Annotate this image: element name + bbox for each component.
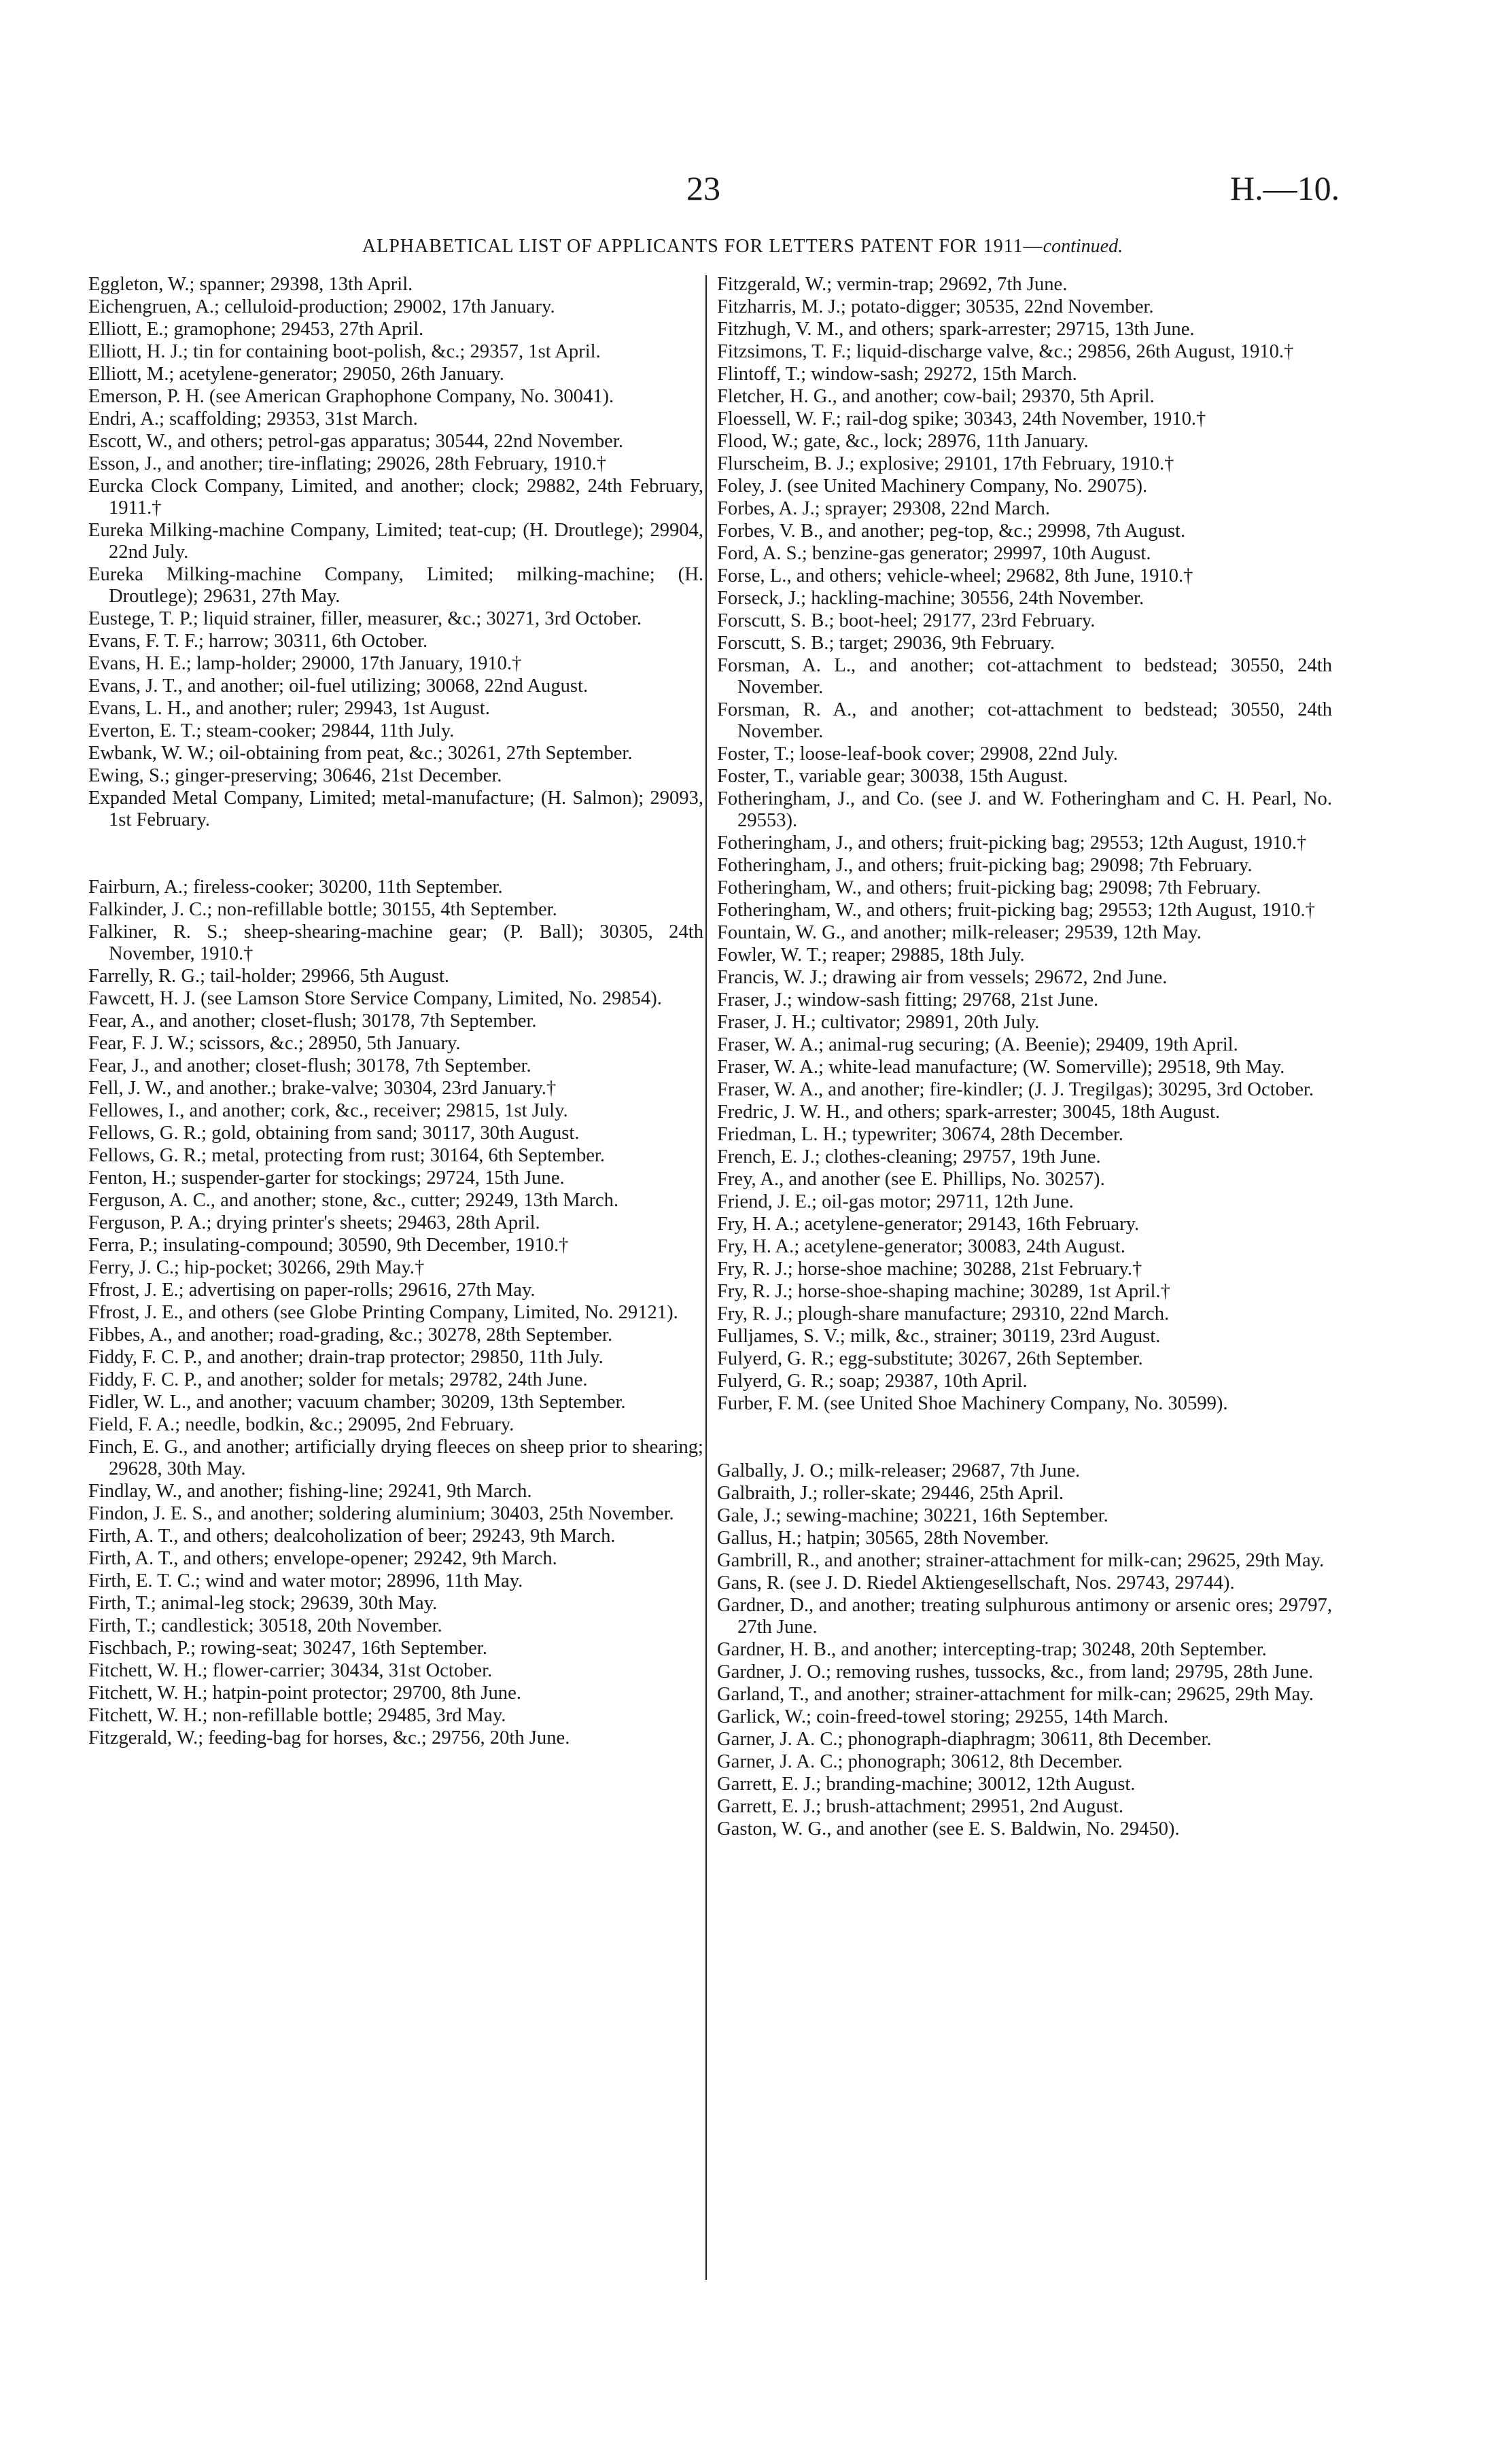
list-item: Eureka Milking-machine Company, Limited; milking-machine; (H. Droutlege); 29631, 27th May.	[88, 564, 703, 607]
list-item: Gardner, D., and another; treating sulphurous antimony or arsenic ores; 29797, 27th June.	[717, 1595, 1332, 1638]
list-item: Fotheringham, J., and others; fruit-picking bag; 29553; 12th August, 1910.†	[717, 832, 1307, 853]
entries-group-f-continued	[717, 274, 1332, 1415]
list-item: Francis, W. J.; drawing air from vessels; 29672, 2nd June.	[717, 967, 1168, 988]
list-item: Furber, F. M. (see United Shoe Machinery Company, No. 30599).	[717, 1393, 1228, 1414]
list-title-main: ALPHABETICAL LIST OF APPLICANTS FOR LETTERS PATENT FOR 1911—	[362, 236, 1043, 257]
list-item: Falkiner, R. S.; sheep-shearing-machine gear; (P. Ball); 30305, 24th November, 1910.†	[88, 921, 703, 964]
list-item: Fell, J. W., and another.; brake-valve; 30304, 23rd January.†	[88, 1078, 557, 1099]
list-item: Fiddy, F. C. P., and another; drain-trap protector; 29850, 11th July.	[88, 1347, 604, 1368]
list-item: Eureka Milking-machine Company, Limited; teat-cup; (H. Droutlege); 29904, 22nd July.	[88, 520, 703, 563]
list-item: Forscutt, S. B.; boot-heel; 29177, 23rd February.	[717, 610, 1096, 631]
list-item: Galbraith, J.; roller-skate; 29446, 25th April.	[717, 1483, 1064, 1504]
list-item: Forscutt, S. B.; target; 29036, 9th February.	[717, 633, 1055, 654]
list-item: Findlay, W., and another; fishing-line; 29241, 9th March.	[88, 1481, 532, 1502]
list-item: Ewbank, W. W.; oil-obtaining from peat, &c.; 30261, 27th September.	[88, 743, 633, 764]
list-item: Finch, E. G., and another; artificially drying fleeces on sheep prior to shearing; 29628, 30th May.	[88, 1437, 703, 1479]
entries-group-g	[717, 1460, 1332, 1840]
list-item: Fotheringham, J., and others; fruit-picking bag; 29098; 7th February.	[717, 855, 1253, 876]
list-item: Fry, R. J.; plough-share manufacture; 29310, 22nd March.	[717, 1303, 1170, 1324]
list-item: Fry, H. A.; acetylene-generator; 30083, 24th August.	[717, 1236, 1125, 1257]
list-item: Fitzharris, M. J.; potato-digger; 30535, 22nd November.	[717, 296, 1154, 317]
entries-group-e	[88, 274, 703, 831]
list-item: Esson, J., and another; tire-inflating; 29026, 28th February, 1910.†	[88, 453, 607, 474]
list-item: Fitchett, W. H.; flower-carrier; 30434, 31st October.	[88, 1660, 493, 1681]
list-item: Fenton, H.; suspender-garter for stockings; 29724, 15th June.	[88, 1167, 565, 1189]
list-item: Evans, J. T., and another; oil-fuel utilizing; 30068, 22nd August.	[88, 675, 589, 697]
list-item: Expanded Metal Company, Limited; metal-manufacture; (H. Salmon); 29093, 1st February.	[88, 788, 703, 830]
list-item: Fletcher, H. G., and another; cow-bail; 29370, 5th April.	[717, 386, 1155, 407]
section-gap	[88, 832, 703, 877]
list-item: Fear, A., and another; closet-flush; 30178, 7th September.	[88, 1010, 537, 1032]
list-item: Elliott, H. J.; tin for containing boot-polish, &c.; 29357, 1st April.	[88, 341, 601, 362]
list-item: Garner, J. A. C.; phonograph-diaphragm; 30611, 8th December.	[717, 1729, 1212, 1750]
entries-group-f	[88, 877, 703, 1749]
list-item: Friedman, L. H.; typewriter; 30674, 28th December.	[717, 1124, 1123, 1145]
list-item: Fulyerd, G. R.; egg-substitute; 30267, 26th September.	[717, 1348, 1143, 1369]
list-item: Garner, J. A. C.; phonograph; 30612, 8th December.	[717, 1751, 1123, 1772]
list-item: Forse, L., and others; vehicle-wheel; 29682, 8th June, 1910.†	[717, 565, 1193, 586]
right-column	[717, 274, 1332, 1841]
list-item: Emerson, P. H. (see American Graphophone Company, No. 30041).	[88, 386, 614, 407]
list-item: Forbes, V. B., and another; peg-top, &c.; 29998, 7th August.	[717, 521, 1186, 542]
page-header	[0, 169, 1485, 216]
list-item: Firth, T.; animal-leg stock; 29639, 30th May.	[88, 1593, 438, 1614]
list-item: Firth, A. T., and others; envelope-opener; 29242, 9th March.	[88, 1548, 557, 1569]
list-item: Fibbes, A., and another; road-grading, &c.; 30278, 28th September.	[88, 1324, 613, 1345]
list-item: Garrett, E. J.; branding-machine; 30012, 12th August.	[717, 1774, 1136, 1795]
list-item: Fairburn, A.; fireless-cooker; 30200, 11th September.	[88, 877, 503, 898]
list-item: Evans, L. H., and another; ruler; 29943, 1st August.	[88, 698, 490, 719]
list-item: Gambrill, R., and another; strainer-attachment for milk-can; 29625, 29th May.	[717, 1550, 1325, 1571]
left-column	[88, 274, 703, 1750]
list-item: Fraser, W. A.; animal-rug securing; (A. Beenie); 29409, 19th April.	[717, 1034, 1238, 1055]
list-item: Eggleton, W.; spanner; 29398, 13th April.	[88, 274, 413, 295]
list-item: Findon, J. E. S., and another; soldering aluminium; 30403, 25th November.	[88, 1503, 674, 1524]
list-item: Ferguson, P. A.; drying printer's sheets; 29463, 28th April.	[88, 1212, 540, 1233]
list-item: Evans, H. E.; lamp-holder; 29000, 17th January, 1910.†	[88, 653, 522, 674]
list-item: Ford, A. S.; benzine-gas generator; 29997, 10th August.	[717, 543, 1151, 564]
list-item: Gale, J.; sewing-machine; 30221, 16th September.	[717, 1505, 1108, 1526]
list-item: Fredric, J. W. H., and others; spark-arrester; 30045, 18th August.	[717, 1102, 1221, 1123]
list-item: Gardner, H. B., and another; intercepting-trap; 30248, 20th September.	[717, 1639, 1267, 1660]
list-item: Firth, A. T., and others; dealcoholization of beer; 29243, 9th March.	[88, 1526, 616, 1547]
list-item: Fellows, G. R.; gold, obtaining from sand; 30117, 30th August.	[88, 1123, 580, 1144]
list-item: Fraser, J.; window-sash fitting; 29768, 21st June.	[717, 989, 1099, 1010]
list-item: Garlick, W.; coin-freed-towel storing; 29255, 14th March.	[717, 1706, 1168, 1727]
list-item: Ffrost, J. E.; advertising on paper-rolls; 29616, 27th May.	[88, 1280, 536, 1301]
list-item: Forsman, A. L., and another; cot-attachment to bedstead; 30550, 24th November.	[717, 655, 1332, 698]
list-item: Evans, F. T. F.; harrow; 30311, 6th October.	[88, 631, 428, 652]
list-item: Foster, T., variable gear; 30038, 15th August.	[717, 766, 1068, 787]
list-item: Fellowes, I., and another; cork, &c., receiver; 29815, 1st July.	[88, 1100, 568, 1121]
list-item: Foster, T.; loose-leaf-book cover; 29908, 22nd July.	[717, 743, 1118, 764]
list-item: Eichengruen, A.; celluloid-production; 29002, 17th January.	[88, 296, 555, 317]
list-item: Elliott, E.; gramophone; 29453, 27th April.	[88, 319, 424, 340]
list-item: Fidler, W. L., and another; vacuum chamber; 30209, 13th September.	[88, 1392, 626, 1413]
list-item: Fawcett, H. J. (see Lamson Store Service Company, Limited, No. 29854).	[88, 988, 662, 1009]
list-item: Eustege, T. P.; liquid strainer, filler, measurer, &c.; 30271, 3rd October.	[88, 608, 642, 629]
list-item: Forbes, A. J.; sprayer; 29308, 22nd March.	[717, 498, 1051, 519]
list-item: Fotheringham, W., and others; fruit-picking bag; 29098; 7th February.	[717, 877, 1261, 898]
list-item: Eurcka Clock Company, Limited, and another; clock; 29882, 24th February, 1911.†	[88, 476, 703, 518]
list-item: Ewing, S.; ginger-preserving; 30646, 21st December.	[88, 765, 502, 786]
list-item: Fountain, W. G., and another; milk-releaser; 29539, 12th May.	[717, 922, 1202, 943]
list-item: Gaston, W. G., and another (see E. S. Baldwin, No. 29450).	[717, 1818, 1180, 1840]
list-item: Flurscheim, B. J.; explosive; 29101, 17th February, 1910.†	[717, 453, 1174, 474]
list-item: Friend, J. E.; oil-gas motor; 29711, 12th June.	[717, 1191, 1074, 1212]
column-divider	[705, 275, 707, 2280]
section-gap	[717, 1415, 1332, 1460]
list-item: Fulyerd, G. R.; soap; 29387, 10th April.	[717, 1371, 1028, 1392]
list-item: Farrelly, R. G.; tail-holder; 29966, 5th August.	[88, 966, 450, 987]
list-item: Garrett, E. J.; brush-attachment; 29951, 2nd August.	[717, 1796, 1123, 1817]
list-item: Fraser, J. H.; cultivator; 29891, 20th July.	[717, 1012, 1040, 1033]
list-item: Ferguson, A. C., and another; stone, &c., cutter; 29249, 13th March.	[88, 1190, 619, 1211]
list-item: Fry, R. J.; horse-shoe-shaping machine; 30289, 1st April.†	[717, 1281, 1170, 1302]
list-item: Gallus, H.; hatpin; 30565, 28th November.	[717, 1528, 1049, 1549]
list-item: French, E. J.; clothes-cleaning; 29757, 19th June.	[717, 1146, 1101, 1167]
list-item: Fischbach, P.; rowing-seat; 30247, 16th September.	[88, 1638, 487, 1659]
list-item: Fear, J., and another; closet-flush; 30178, 7th September.	[88, 1055, 531, 1076]
list-item: Fitchett, W. H.; hatpin-point protector; 29700, 8th June.	[88, 1683, 521, 1704]
list-item: Fotheringham, W., and others; fruit-picking bag; 29553; 12th August, 1910.†	[717, 900, 1315, 921]
list-item: Gardner, J. O.; removing rushes, tussocks, &c., from land; 29795, 28th June.	[717, 1661, 1314, 1683]
list-item: Field, F. A.; needle, bodkin, &c.; 29095, 2nd February.	[88, 1414, 514, 1435]
list-item: Fellows, G. R.; metal, protecting from rust; 30164, 6th September.	[88, 1145, 606, 1166]
list-item: Garland, T., and another; strainer-attachment for milk-can; 29625, 29th May.	[717, 1684, 1314, 1705]
list-item: Fraser, W. A.; white-lead manufacture; (W. Somerville); 29518, 9th May.	[717, 1057, 1285, 1078]
list-title	[0, 236, 1485, 258]
page-number: 23	[686, 169, 720, 207]
list-item: Fitzgerald, W.; vermin-trap; 29692, 7th June.	[717, 274, 1068, 295]
list-item: Firth, T.; candlestick; 30518, 20th November.	[88, 1615, 442, 1636]
list-item: Ferry, J. C.; hip-pocket; 30266, 29th May.†	[88, 1257, 425, 1278]
list-item: Firth, E. T. C.; wind and water motor; 28996, 11th May.	[88, 1570, 523, 1591]
list-item: Galbally, J. O.; milk-releaser; 29687, 7th June.	[717, 1460, 1081, 1481]
list-item: Fulljames, S. V.; milk, &c., strainer; 30119, 23rd August.	[717, 1326, 1161, 1347]
list-item: Fotheringham, J., and Co. (see J. and W. Fotheringham and C. H. Pearl, No. 29553).	[717, 788, 1332, 831]
list-item: Everton, E. T.; steam-cooker; 29844, 11th July.	[88, 720, 455, 741]
list-item: Forsman, R. A., and another; cot-attachment to bedstead; 30550, 24th November.	[717, 699, 1332, 742]
list-item: Elliott, M.; acetylene-generator; 29050, 26th January.	[88, 364, 504, 385]
list-item: Fitchett, W. H.; non-refillable bottle; 29485, 3rd May.	[88, 1705, 506, 1726]
list-item: Fraser, W. A., and another; fire-kindler; (J. J. Tregilgas); 30295, 3rd October.	[717, 1079, 1314, 1100]
list-item: Fiddy, F. C. P., and another; solder for metals; 29782, 24th June.	[88, 1369, 588, 1390]
document-reference: H.—10.	[1230, 169, 1340, 207]
list-item: Escott, W., and others; petrol-gas apparatus; 30544, 22nd November.	[88, 431, 623, 452]
list-item: Frey, A., and another (see E. Phillips, No. 30257).	[717, 1169, 1105, 1190]
list-item: Flood, W.; gate, &c., lock; 28976, 11th January.	[717, 431, 1089, 452]
list-item: Fowler, W. T.; reaper; 29885, 18th July.	[717, 945, 1025, 966]
list-item: Fry, H. A.; acetylene-generator; 29143, 16th February.	[717, 1214, 1140, 1235]
list-item: Falkinder, J. C.; non-refillable bottle; 30155, 4th September.	[88, 899, 557, 920]
list-title-continued: continued.	[1043, 236, 1123, 257]
list-item: Foley, J. (see United Machinery Company, No. 29075).	[717, 476, 1148, 497]
list-item: Gans, R. (see J. D. Riedel Aktiengesellschaft, Nos. 29743, 29744).	[717, 1572, 1235, 1594]
list-item: Fear, F. J. W.; scissors, &c.; 28950, 5th January.	[88, 1033, 461, 1054]
list-item: Fitzgerald, W.; feeding-bag for horses, &c.; 29756, 20th June.	[88, 1727, 570, 1748]
list-item: Ferra, P.; insulating-compound; 30590, 9th December, 1910.†	[88, 1235, 569, 1256]
list-item: Fitzhugh, V. M., and others; spark-arrester; 29715, 13th June.	[717, 319, 1195, 340]
list-item: Fitzsimons, T. F.; liquid-discharge valve, &c.; 29856, 26th August, 1910.†	[717, 341, 1294, 362]
list-item: Ffrost, J. E., and others (see Globe Printing Company, Limited, No. 29121).	[88, 1302, 678, 1323]
list-item: Flintoff, T.; window-sash; 29272, 15th March.	[717, 364, 1077, 385]
list-item: Floessell, W. F.; rail-dog spike; 30343, 24th November, 1910.†	[717, 408, 1206, 429]
list-item: Forseck, J.; hackling-machine; 30556, 24th November.	[717, 588, 1145, 609]
list-item: Endri, A.; scaffolding; 29353, 31st March.	[88, 408, 418, 429]
list-item: Fry, R. J.; horse-shoe machine; 30288, 21st February.†	[717, 1259, 1142, 1280]
